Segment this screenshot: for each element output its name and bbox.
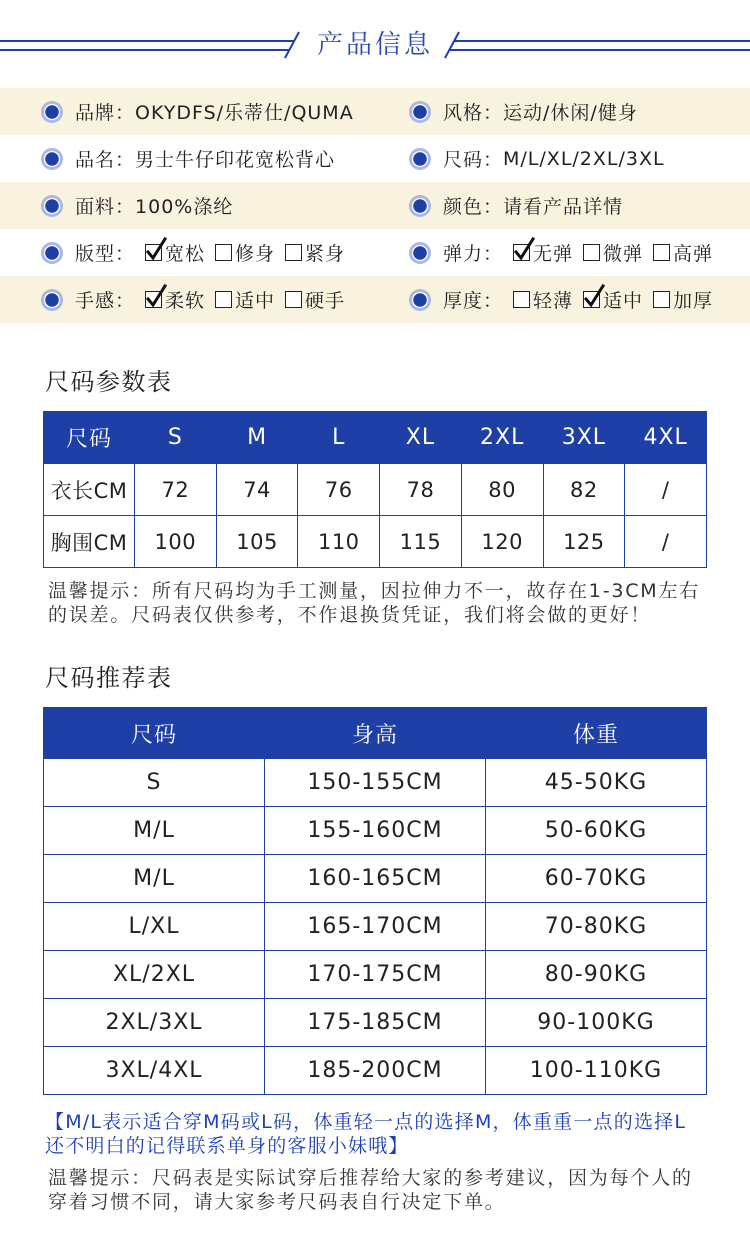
table-cell: 72	[135, 464, 217, 516]
table-cell: 115	[380, 516, 462, 568]
table-cell: 100	[135, 516, 217, 568]
table-cell: /	[625, 516, 707, 568]
option-elastic-none	[513, 239, 573, 266]
option-label: 适中	[235, 290, 276, 312]
option-elastic-high	[653, 239, 713, 266]
size-recommend-table	[43, 707, 707, 1095]
bullet-icon	[409, 289, 431, 311]
weight-cell: 45-50KG	[486, 759, 707, 807]
note-line: 温馨提示：所有尺码均为手工测量，因拉伸力不一，故存在1-3CM左右	[48, 580, 701, 602]
attr-label: 版型：	[75, 243, 136, 265]
bullet-icon	[41, 289, 63, 311]
attr-label: 手感：	[75, 290, 136, 312]
tip-line: 【M/L表示适合穿M码或L码，体重轻一点的选择M，体重重一点的选择L	[45, 1111, 687, 1133]
checkbox-icon	[653, 244, 670, 261]
note-line: 穿着习惯不同，请大家参考尺码表自行决定下单。	[48, 1191, 506, 1213]
checkmark-icon	[144, 236, 168, 262]
table-row	[44, 903, 707, 951]
recommend-table-header	[44, 708, 707, 759]
attr-value: 100%涤纶	[135, 196, 234, 218]
tip-line: 还不明白的记得联系单身的客服小妹哦】	[45, 1135, 409, 1157]
table-cell: /	[625, 464, 707, 516]
height-cell: 150-155CM	[265, 759, 486, 807]
option-fit-loose	[145, 239, 205, 266]
attr-value: OKYDFS/乐蒂仕/QUMA	[135, 102, 354, 124]
option-thickness-thin	[513, 286, 573, 313]
option-label: 微弹	[603, 243, 644, 265]
attr-thickness	[409, 276, 713, 323]
table-row-chest	[44, 516, 707, 568]
option-label: 紧身	[305, 243, 346, 265]
checkbox-icon	[653, 291, 670, 308]
table-cell: 105	[216, 516, 298, 568]
attr-fit	[41, 229, 345, 276]
option-feel-medium	[215, 286, 275, 313]
checkbox-icon	[145, 291, 162, 308]
checkmark-icon	[582, 283, 606, 309]
attr-row-brand-style	[0, 88, 750, 135]
size-cell: M/L	[44, 807, 265, 855]
header-cell-l: L	[298, 412, 380, 464]
table-row	[44, 951, 707, 999]
header-cell-2xl: 2XL	[461, 412, 543, 464]
size-cell: L/XL	[44, 903, 265, 951]
height-cell: 160-165CM	[265, 855, 486, 903]
height-cell: 175-185CM	[265, 999, 486, 1047]
table-row-length	[44, 464, 707, 516]
attr-value: 男士牛仔印花宽松背心	[135, 149, 336, 171]
bullet-icon	[409, 101, 431, 123]
table-cell: 82	[543, 464, 625, 516]
note-line: 温馨提示：尺码表是实际试穿后推荐给大家的参考建议，因为每个人的	[48, 1167, 693, 1189]
attr-label: 尺码：	[443, 149, 504, 171]
bullet-icon	[409, 148, 431, 170]
attr-sizes	[409, 135, 665, 182]
height-cell: 170-175CM	[265, 951, 486, 999]
attr-label: 弹力：	[443, 243, 504, 265]
bullet-icon	[409, 242, 431, 264]
row-label: 胸围CM	[44, 516, 135, 568]
checkbox-icon	[145, 244, 162, 261]
attr-row-fabric-color	[0, 182, 750, 229]
table-row	[44, 999, 707, 1047]
size-cell: M/L	[44, 855, 265, 903]
attr-fabric	[41, 182, 233, 229]
size-table-title: 尺码参数表	[45, 368, 173, 396]
row-label: 衣长CM	[44, 464, 135, 516]
size-cell: S	[44, 759, 265, 807]
checkbox-icon	[215, 244, 232, 261]
attr-brand	[41, 88, 354, 135]
header-cell-size: 尺码	[44, 708, 265, 759]
attr-label: 颜色：	[443, 196, 504, 218]
attr-label: 风格：	[443, 102, 504, 124]
option-thickness-medium	[583, 286, 643, 313]
attr-color	[409, 182, 623, 229]
size-cell: XL/2XL	[44, 951, 265, 999]
size-parameter-table	[43, 411, 707, 568]
option-feel-hard	[285, 286, 345, 313]
product-attributes	[0, 88, 750, 323]
checkbox-icon	[513, 291, 530, 308]
weight-cell: 100-110KG	[486, 1047, 707, 1095]
option-label: 硬手	[305, 290, 346, 312]
checkbox-icon	[513, 244, 530, 261]
option-elastic-slight	[583, 239, 643, 266]
table-cell: 110	[298, 516, 380, 568]
weight-cell: 70-80KG	[486, 903, 707, 951]
height-cell: 185-200CM	[265, 1047, 486, 1095]
option-label: 轻薄	[533, 290, 574, 312]
attr-value: 请看产品详情	[503, 196, 624, 218]
size-table-note	[48, 579, 700, 627]
option-label: 宽松	[165, 243, 206, 265]
bullet-icon	[41, 101, 63, 123]
option-label: 无弹	[533, 243, 574, 265]
attr-row-feel-thickness	[0, 276, 750, 323]
header-cell-xl: XL	[380, 412, 462, 464]
checkbox-icon	[583, 291, 600, 308]
checkmark-icon	[144, 283, 168, 309]
checkbox-icon	[583, 244, 600, 261]
header-cell-3xl: 3XL	[543, 412, 625, 464]
checkbox-icon	[215, 291, 232, 308]
option-fit-tight	[285, 239, 345, 266]
size-table-header	[44, 412, 707, 464]
header-cell-s: S	[135, 412, 217, 464]
option-label: 修身	[235, 243, 276, 265]
bullet-icon	[41, 195, 63, 217]
recommend-note	[48, 1166, 693, 1214]
weight-cell: 90-100KG	[486, 999, 707, 1047]
recommend-tip	[45, 1110, 686, 1158]
header-cell-m: M	[216, 412, 298, 464]
table-cell: 78	[380, 464, 462, 516]
attr-style	[409, 88, 638, 135]
attr-row-name-size	[0, 135, 750, 182]
bullet-icon	[41, 148, 63, 170]
table-row	[44, 855, 707, 903]
weight-cell: 60-70KG	[486, 855, 707, 903]
header-cell-height: 身高	[265, 708, 486, 759]
size-cell: 2XL/3XL	[44, 999, 265, 1047]
header-cell-weight: 体重	[486, 708, 707, 759]
attr-feel	[41, 276, 345, 323]
option-label: 柔软	[165, 290, 206, 312]
weight-cell: 50-60KG	[486, 807, 707, 855]
table-cell: 74	[216, 464, 298, 516]
table-cell: 125	[543, 516, 625, 568]
bullet-icon	[41, 242, 63, 264]
option-label: 加厚	[673, 290, 714, 312]
table-cell: 80	[461, 464, 543, 516]
option-thickness-thick	[653, 286, 713, 313]
page-title: 产品信息	[316, 30, 433, 60]
checkmark-icon	[512, 236, 536, 262]
attr-label: 品名：	[75, 149, 136, 171]
attr-value: 运动/休闲/健身	[503, 102, 638, 124]
note-line: 的误差。尺码表仅供参考，不作退换货凭证，我们将会做的更好！	[48, 604, 652, 626]
attr-label: 厚度：	[443, 290, 504, 312]
header-cell-size: 尺码	[44, 412, 135, 464]
bullet-icon	[409, 195, 431, 217]
table-row	[44, 759, 707, 807]
weight-cell: 80-90KG	[486, 951, 707, 999]
option-fit-slim	[215, 239, 275, 266]
attr-product-name	[41, 135, 335, 182]
attr-elasticity	[409, 229, 713, 276]
recommend-table-title: 尺码推荐表	[45, 664, 173, 692]
option-label: 高弹	[673, 243, 714, 265]
table-row	[44, 1047, 707, 1095]
attr-label: 面料：	[75, 196, 136, 218]
table-cell: 76	[298, 464, 380, 516]
table-row	[44, 807, 707, 855]
header-cell-4xl: 4XL	[625, 412, 707, 464]
checkbox-icon	[285, 291, 302, 308]
checkbox-icon	[285, 244, 302, 261]
size-cell: 3XL/4XL	[44, 1047, 265, 1095]
table-cell: 120	[461, 516, 543, 568]
attr-value: M/L/XL/2XL/3XL	[503, 147, 665, 170]
option-feel-soft	[145, 286, 205, 313]
attr-row-fit-elasticity	[0, 229, 750, 276]
height-cell: 165-170CM	[265, 903, 486, 951]
attr-label: 品牌：	[75, 102, 136, 124]
option-label: 适中	[603, 290, 644, 312]
height-cell: 155-160CM	[265, 807, 486, 855]
